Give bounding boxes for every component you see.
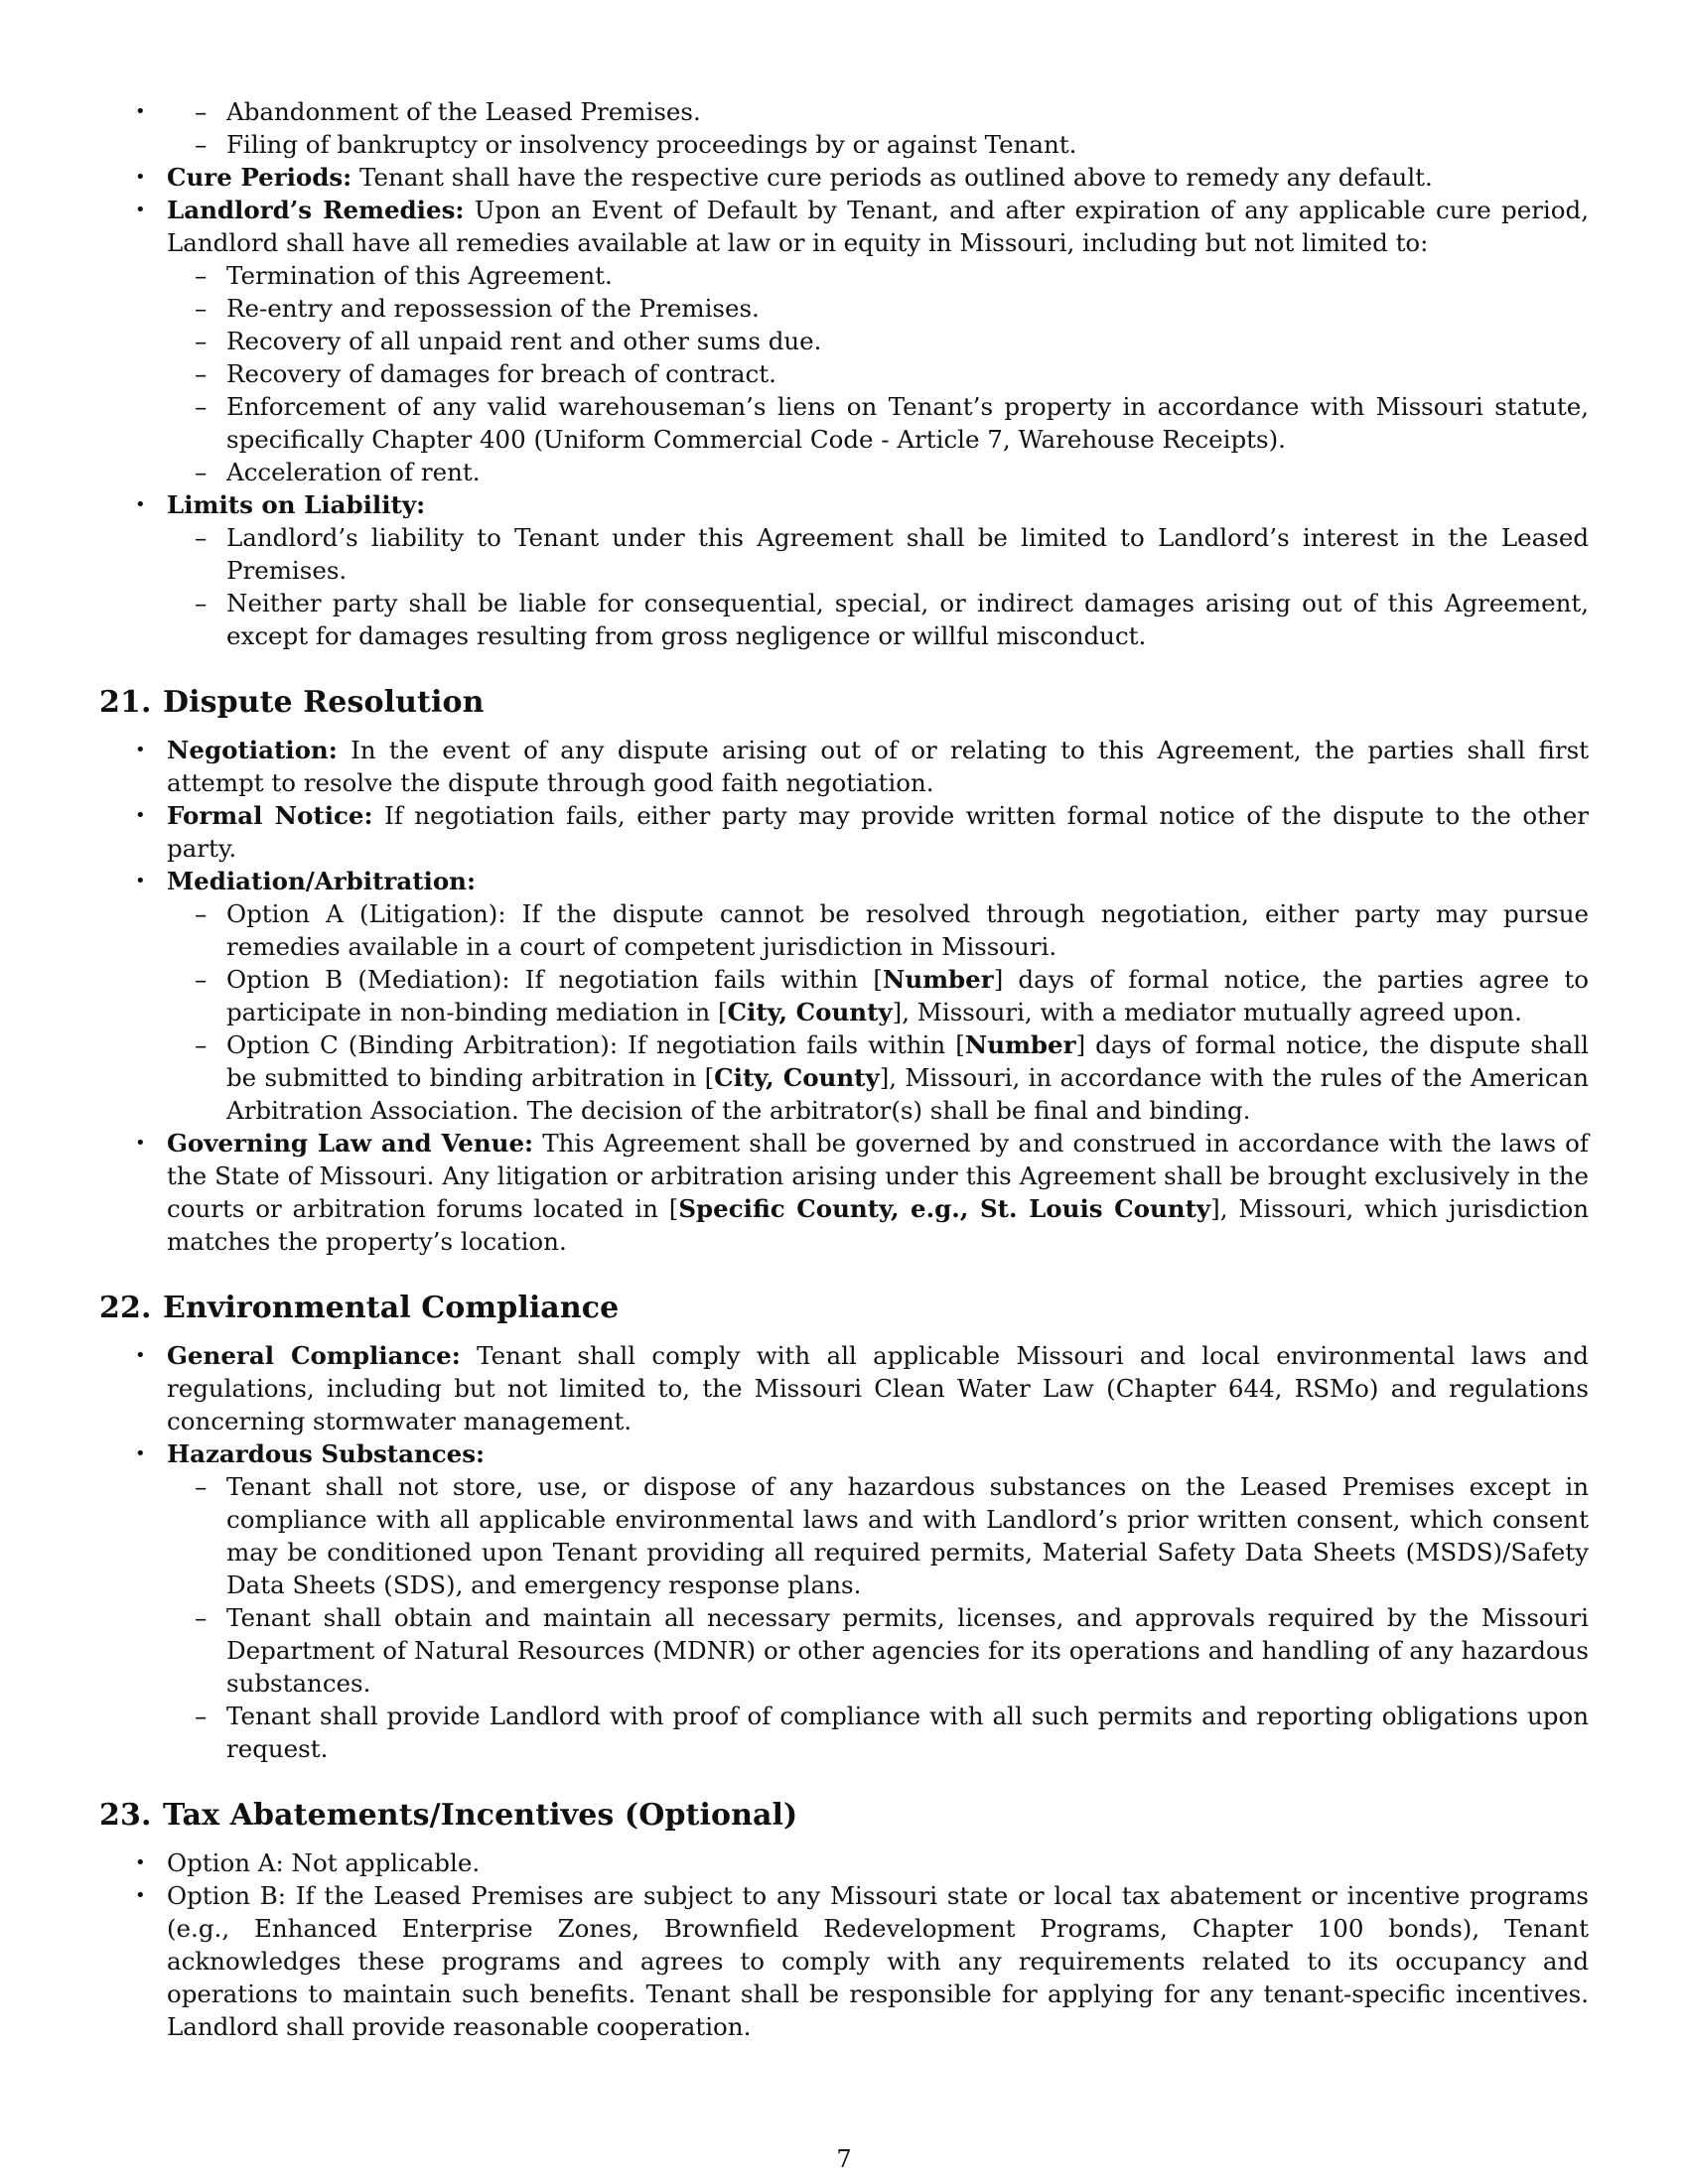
general-compliance-label: General Compliance: [167,1341,461,1370]
negotiation-label: Negotiation: [167,736,338,764]
continued-section-list [99,95,1589,652]
option-c-arbitration [99,1028,1589,1127]
section-23-number: 23. [99,1798,152,1833]
section-22-list [99,1339,1589,1765]
remedy-item: – Enforcement of any valid warehouseman’s liens on Tenant’s property in accordance with Missouri statute, specifically Chapter 400 (Uniform Commercial Code - Article 7, Warehouse Receipts). [99,390,1589,456]
hazardous-substances-label: Hazardous Substances: [167,1439,486,1468]
section-21-number: 21. [99,685,152,720]
limits-item: – Landlord’s liability to Tenant under this Agreement shall be limited to Landlord’s interest in the Leased Premises. [99,521,1589,587]
option-b-mediation [99,963,1589,1028]
hazard-item: – Tenant shall provide Landlord with proof of compliance with all such permits and reporting obligations upon request. [99,1700,1589,1765]
option-b-text: ], Missouri, with a mediator mutually agreed upon. [892,998,1522,1026]
default-item-abandonment: – • Abandonment of the Leased Premises. [99,95,1589,128]
limits-liability-label: Limits on Liability: [167,490,426,519]
hazard-item: – Tenant shall not store, use, or dispose of any hazardous substances on the Leased Premises except in compliance with all applicable environmental laws and with Landlord’s prior written consent, which consent may be conditioned upon Tenant providing all required permits, Material Safety Data Sheets (MSDS)/Safety Data Sheets (SDS), and emergency response plans. [99,1470,1589,1601]
limits-item: – Neither party shall be liable for consequential, special, or indirect damages arising out of this Agreement, except for damages resulting from gross negligence or willful misconduct. [99,587,1589,652]
section-23-list [99,1846,1589,2043]
remedy-item: – Recovery of damages for breach of contract. [99,357,1589,390]
landlord-remedies-text: Upon an Event of Default by Tenant, and after expiration of any applicable cure period, Landlord shall have all remedies available at law or in equity in Missouri, including but not limited to: [167,196,1589,257]
general-compliance-item [99,1339,1589,1437]
page-number: 7 [836,2145,852,2173]
remedy-item: – Termination of this Agreement. [99,259,1589,292]
formal-notice-item [99,799,1589,865]
section-22-heading [99,1290,1589,1327]
option-c-text: ], Missouri, in accordance with the rules of the American Arbitration Association. The decision of the arbitrator(s) shall be final and binding. [226,1063,1589,1125]
option-b-city: City, County [727,998,893,1026]
remedy-item: – Re-entry and repossession of the Premises. [99,292,1589,325]
governing-law-label: Governing Law and Venue: [167,1129,534,1158]
option-c-text: ] days of formal notice, the dispute shall be submitted to binding arbitration in [ [226,1030,1589,1092]
section-23-heading [99,1797,1589,1835]
formal-notice-text: If negotiation fails, either party may provide written formal notice of the dispute to the other party. [167,801,1589,863]
section-23-title: Tax Abatements/Incentives (Optional) [163,1798,798,1833]
cure-periods-text: Tenant shall have the respective cure periods as outlined above to remedy any default. [359,163,1433,192]
option-b-text: ] days of formal notice, the parties agree to participate in non-binding mediation in [ [226,965,1589,1026]
option-a-litigation: – Option A (Litigation): If the dispute cannot be resolved through negotiation, either party may pursue remedies available in a court of competent jurisdiction in Missouri. [99,897,1589,963]
negotiation-text: In the event of any dispute arising out of or relating to this Agreement, the parties shall first attempt to resolve the dispute through good faith negotiation. [167,736,1589,797]
default-continuation [99,95,1589,161]
remedies-list [99,259,1589,488]
mediation-options-list [99,897,1589,1127]
section-21-list [99,734,1589,1258]
formal-notice-label: Formal Notice: [167,801,373,830]
document-page [99,95,1589,2043]
section-22-number: 22. [99,1291,152,1325]
cure-periods-label: Cure Periods: [167,163,352,192]
governing-law-text: ], Missouri, which jurisdiction matches the property’s location. [167,1194,1589,1256]
mediation-arbitration-item [99,865,1589,1127]
hazard-item: – Tenant shall obtain and maintain all necessary permits, licenses, and approvals required by the Missouri Department of Natural Resources (MDNR) or other agencies for its operations and handling of any hazardous substances. [99,1601,1589,1700]
option-c-city: City, County [714,1063,880,1092]
remedy-item: – Acceleration of rent. [99,456,1589,488]
governing-law-item [99,1127,1589,1258]
limits-list [99,521,1589,652]
remedy-item: – Recovery of all unpaid rent and other sums due. [99,325,1589,357]
cure-periods-item [99,161,1589,194]
landlord-remedies-item [99,194,1589,488]
option-c-number: Number [964,1030,1076,1059]
option-c-text: Option C (Binding Arbitration): If negotiation fails within [ [226,1030,965,1059]
section-22-title: Environmental Compliance [163,1291,620,1325]
hazardous-substances-item [99,1437,1589,1765]
section-21-heading [99,684,1589,722]
tax-option-b: • Option B: If the Leased Premises are subject to any Missouri state or local tax abatement or incentive programs (e.g., Enhanced Enterprise Zones, Brownfield Redevelopment Programs, Chapter 100 bonds), Tenant acknowledges these programs and agrees to comply with any requirements related to its occupancy and operations to maintain such benefits. Tenant shall be responsible for applying for any tenant-specific incentives. Landlord shall provide reasonable cooperation. [99,1879,1589,2043]
section-21-title: Dispute Resolution [163,685,485,720]
governing-law-text: This Agreement shall be governed by and construed in accordance with the laws of the State of Missouri. Any litigation or arbitration arising under this Agreement shall be brought exclusively in the courts or arbitration forums located in [ [167,1129,1590,1223]
hazardous-list [99,1470,1589,1765]
option-b-text: Option B (Mediation): If negotiation fails within [ [226,965,883,994]
tax-option-a: • Option A: Not applicable. [99,1846,1589,1879]
negotiation-item [99,734,1589,799]
general-compliance-text: Tenant shall comply with all applicable Missouri and local environmental laws and regulations, including but not limited to, the Missouri Clean Water Law (Chapter 644, RSMo) and regulations concerning stormwater management. [167,1341,1589,1435]
landlord-remedies-label: Landlord’s Remedies: [167,196,465,224]
mediation-arbitration-label: Mediation/Arbitration: [167,867,477,895]
limits-liability-item [99,488,1589,652]
default-item-bankruptcy: – Filing of bankruptcy or insolvency proceedings by or against Tenant. [99,128,1589,161]
governing-county: Specific County, e.g., St. Louis County [678,1194,1211,1223]
option-b-number: Number [882,965,994,994]
default-items-list [99,95,1589,161]
